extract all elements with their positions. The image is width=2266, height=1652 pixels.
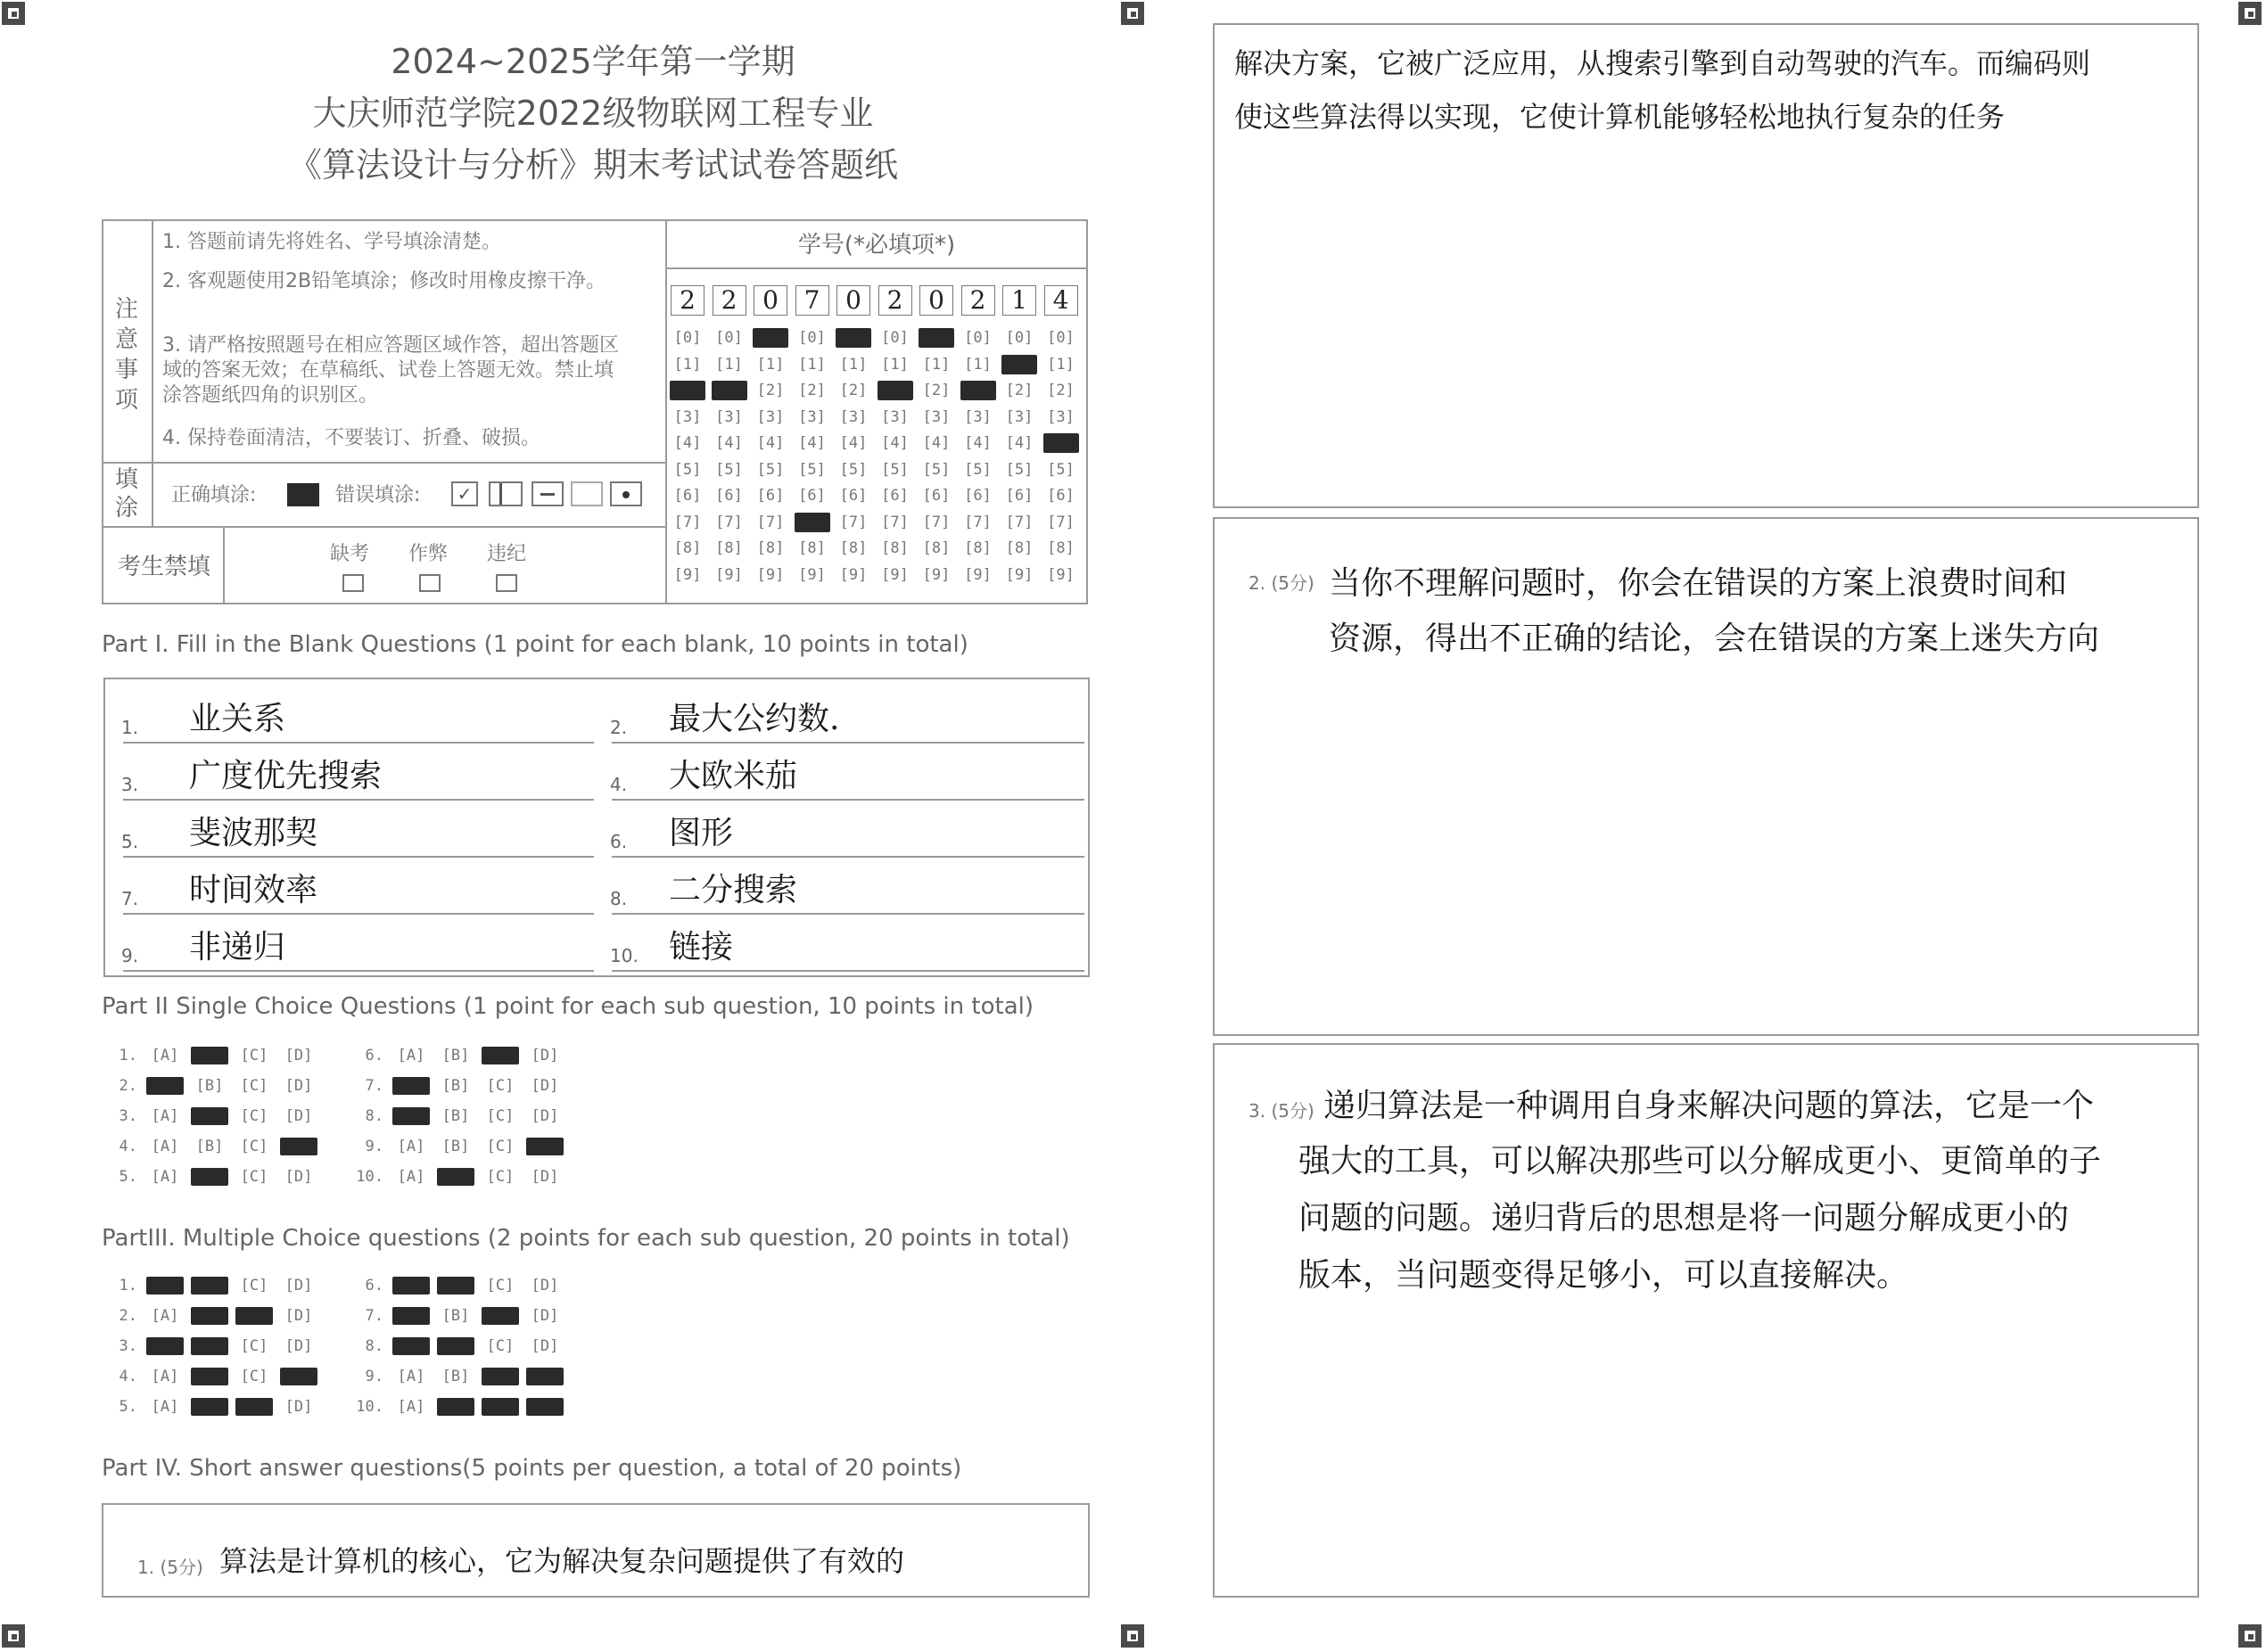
student-id-bubble[interactable]: [7]: [881, 513, 909, 531]
student-id-digit-cell[interactable]: 0: [919, 285, 953, 316]
student-id-bubble[interactable]: [1]: [1047, 355, 1075, 374]
answer-bubble[interactable]: [C]: [486, 1337, 515, 1355]
blank-number: 1.: [121, 717, 139, 738]
answer-bubble[interactable]: [D]: [284, 1398, 313, 1416]
student-id-bubble[interactable]: [8]: [881, 539, 909, 557]
question-number: 5.: [119, 1168, 137, 1186]
student-id-bubble[interactable]: [5]: [756, 460, 785, 479]
ban-checkbox-cheat[interactable]: [419, 574, 441, 592]
answer-bubble[interactable]: [392, 1077, 430, 1095]
blank-number: 7.: [121, 888, 139, 909]
fill-label: 填涂: [114, 466, 138, 522]
question-number: 10.: [356, 1168, 383, 1186]
student-id-bubble[interactable]: [6]: [964, 487, 992, 505]
answer-bubble[interactable]: [146, 1077, 184, 1095]
student-id-bubble[interactable]: [0]: [881, 329, 909, 347]
registration-mark-top-left: [2, 2, 25, 25]
question-number: 6.: [365, 1277, 383, 1294]
fill-wrong-dot-icon: [610, 481, 642, 506]
student-id-bubble[interactable]: [8]: [1005, 539, 1034, 557]
blank-number: 10.: [610, 945, 639, 966]
answer-bubble[interactable]: [392, 1277, 430, 1294]
q3-answer-line-4: 版本，当问题变得足够小，可以直接解决。: [1298, 1257, 1909, 1294]
fill-wrong-check-icon: ✓: [451, 481, 478, 506]
answer-bubble[interactable]: [C]: [486, 1077, 515, 1095]
student-id-bubble[interactable]: [0]: [964, 329, 992, 347]
student-id-bubble[interactable]: [6]: [922, 487, 951, 505]
ban-item-cheat: 作弊: [408, 543, 449, 565]
answer-bubble[interactable]: [437, 1277, 474, 1294]
answer-bubble[interactable]: [C]: [240, 1107, 268, 1125]
student-id-bubble[interactable]: [7]: [1047, 513, 1075, 531]
ban-item-absent: 缺考: [330, 543, 370, 565]
answer-bubble[interactable]: [191, 1047, 228, 1064]
notes-label: 注意事项: [114, 296, 138, 414]
student-id-bubble[interactable]: [4]: [881, 434, 909, 452]
student-id-bubble[interactable]: [9]: [715, 565, 743, 584]
registration-mark-top-right: [2238, 2, 2262, 25]
student-id-bubble[interactable]: [9]: [839, 565, 868, 584]
answer-bubble[interactable]: [B]: [441, 1138, 470, 1155]
blank-answer: 图形: [669, 815, 734, 851]
student-id-digit-cell[interactable]: 4: [1044, 285, 1078, 316]
part2-title: Part II Single Choice Questions (1 point for each sub question, 10 points in total): [102, 993, 1034, 1020]
answer-bubble[interactable]: [482, 1307, 519, 1325]
answer-bubble[interactable]: [B]: [441, 1368, 470, 1385]
answer-bubble[interactable]: [D]: [531, 1307, 559, 1325]
student-id-bubble[interactable]: [9]: [798, 565, 826, 584]
question-number: 8.: [365, 1107, 383, 1125]
blank-line[interactable]: [612, 797, 1084, 801]
fill-correct-label: 正确填涂:: [171, 484, 257, 506]
answer-bubble[interactable]: [A]: [151, 1168, 179, 1186]
student-id-digit-cell[interactable]: 2: [961, 285, 995, 316]
answer-bubble[interactable]: [191, 1107, 228, 1125]
answer-bubble[interactable]: [191, 1337, 228, 1355]
student-id-bubble[interactable]: [5]: [881, 460, 909, 479]
note-item-2: 2. 客观题使用2B铅笔填涂；修改时用橡皮擦干净。: [162, 270, 606, 292]
student-id-bubble[interactable]: [9]: [673, 565, 702, 584]
student-id-bubble[interactable]: [8]: [673, 539, 702, 557]
q2-label: 2. (5分): [1248, 572, 1314, 594]
blank-answer: 非递归: [189, 929, 286, 966]
answer-bubble[interactable]: [A]: [151, 1047, 179, 1064]
note-item-3: 3. 请严格按照题号在相应答题区域作答，超出答题区域的答案无效；在草稿纸、试卷上答题无效。禁止填涂答题纸四角的识别区。: [162, 334, 619, 407]
answer-bubble[interactable]: [191, 1368, 228, 1385]
student-id-bubble[interactable]: [8]: [1047, 539, 1075, 557]
student-id-bubble[interactable]: [1]: [881, 355, 909, 374]
student-id-bubble[interactable]: [7]: [922, 513, 951, 531]
student-id-bubble[interactable]: [4]: [1005, 434, 1034, 452]
answer-bubble[interactable]: [146, 1277, 184, 1294]
question-number: 1.: [119, 1047, 137, 1064]
note-item-4: 4. 保持卷面清洁，不要装订、折叠、破损。: [162, 427, 540, 449]
student-id-bubble[interactable]: [3]: [1005, 407, 1034, 426]
part1-title: Part I. Fill in the Blank Questions (1 point for each blank, 10 points in total): [102, 631, 968, 658]
part3-title: PartIII. Multiple Choice questions (2 points for each sub question, 20 points in total): [102, 1225, 1070, 1252]
q1-answer-line-3: 使这些算法得以实现，它使计算机能够轻松地执行复杂的任务: [1234, 100, 2006, 134]
blank-answer: 二分搜索: [669, 872, 798, 908]
answer-bubble[interactable]: [A]: [151, 1138, 179, 1155]
fill-wrong-label: 错误填涂:: [335, 484, 421, 506]
answer-bubble[interactable]: [B]: [441, 1307, 470, 1325]
registration-mark-bottom-right: [2238, 1624, 2262, 1648]
answer-bubble[interactable]: [B]: [441, 1047, 470, 1064]
student-id-bubble[interactable]: [9]: [922, 565, 951, 584]
q3-label: 3. (5分): [1248, 1100, 1314, 1122]
answer-bubble[interactable]: [B]: [195, 1138, 224, 1155]
q3-answer-line-2: 强大的工具，可以解决那些可以分解成更小、更简单的子: [1298, 1143, 2102, 1179]
student-id-bubble[interactable]: [6]: [715, 487, 743, 505]
answer-bubble[interactable]: [C]: [240, 1168, 268, 1186]
blank-line[interactable]: [123, 740, 594, 744]
blank-answer: 时间效率: [189, 872, 318, 908]
student-id-bubble[interactable]: [5]: [922, 460, 951, 479]
answer-bubble[interactable]: [D]: [284, 1277, 313, 1294]
question-number: 9.: [365, 1368, 383, 1385]
answer-bubble[interactable]: [A]: [397, 1398, 425, 1416]
answer-bubble[interactable]: [526, 1368, 564, 1385]
answer-bubble[interactable]: [526, 1398, 564, 1416]
registration-mark-top-mid: [1121, 2, 1144, 25]
student-id-bubble[interactable]: [9]: [756, 565, 785, 584]
student-id-digit-cell[interactable]: 0: [836, 285, 870, 316]
student-id-digit-cell[interactable]: 1: [1002, 285, 1036, 316]
student-id-bubble[interactable]: [6]: [881, 487, 909, 505]
student-id-bubble[interactable]: [6]: [673, 487, 702, 505]
blank-answer: 业关系: [189, 701, 286, 737]
student-id-bubble[interactable]: [3]: [881, 407, 909, 426]
student-id-bubble[interactable]: [6]: [756, 487, 785, 505]
blank-answer: 大欧米茄: [669, 758, 798, 794]
question-number: 7.: [365, 1077, 383, 1095]
student-id-bubble[interactable]: [795, 513, 830, 532]
student-id-bubble[interactable]: [1]: [839, 355, 868, 374]
answer-bubble[interactable]: [D]: [531, 1047, 559, 1064]
answer-bubble[interactable]: [D]: [284, 1168, 313, 1186]
student-id-bubble[interactable]: [836, 328, 871, 348]
q1-answer-line-2: 解决方案，它被广泛应用，从搜索引擎到自动驾驶的汽车。而编码则: [1234, 46, 2091, 80]
student-id-bubble[interactable]: [1043, 433, 1079, 453]
answer-bubble[interactable]: [D]: [284, 1107, 313, 1125]
student-id-bubble[interactable]: [1]: [715, 355, 743, 374]
student-id-bubble[interactable]: [0]: [715, 329, 743, 347]
question-number: 2.: [119, 1307, 137, 1325]
student-id-bubble[interactable]: [5]: [1047, 460, 1075, 479]
fill-wrong-bar-icon: [489, 481, 523, 506]
answer-bubble[interactable]: [D]: [284, 1047, 313, 1064]
blank-answer: 斐波那契: [189, 815, 318, 851]
student-id-bubble[interactable]: [4]: [964, 434, 992, 452]
student-id-bubble[interactable]: [919, 328, 954, 348]
student-id-bubble[interactable]: [9]: [1047, 565, 1075, 584]
student-id-bubble[interactable]: [9]: [881, 565, 909, 584]
blank-line[interactable]: [123, 911, 594, 915]
student-id-bubble[interactable]: [4]: [673, 434, 702, 452]
answer-bubble[interactable]: [D]: [531, 1168, 559, 1186]
answer-bubble[interactable]: [482, 1368, 519, 1385]
answer-bubble[interactable]: [191, 1307, 228, 1325]
question-number: 5.: [119, 1398, 137, 1416]
answer-bubble[interactable]: [235, 1307, 273, 1325]
answer-bubble[interactable]: [437, 1337, 474, 1355]
blank-line[interactable]: [123, 797, 594, 801]
answer-bubble[interactable]: [D]: [284, 1337, 313, 1355]
student-id-bubble[interactable]: [8]: [964, 539, 992, 557]
blank-number: 5.: [121, 831, 139, 852]
blank-line[interactable]: [612, 854, 1084, 858]
ban-item-violation: 违纪: [487, 543, 527, 565]
blank-number: 4.: [610, 774, 628, 795]
question-number: 9.: [365, 1138, 383, 1155]
q2-answer-line-2: 资源，得出不正确的结论，会在错误的方案上迷失方向: [1329, 621, 2100, 657]
student-id-bubble[interactable]: [2]: [1047, 382, 1075, 399]
student-id-digit-cell[interactable]: 2: [878, 285, 912, 316]
answer-bubble[interactable]: [526, 1138, 564, 1155]
answer-bubble[interactable]: [191, 1168, 228, 1186]
answer-bubble[interactable]: [A]: [397, 1138, 425, 1155]
student-id-bubble[interactable]: [0]: [1005, 329, 1034, 347]
student-id-bubble[interactable]: [2]: [1005, 382, 1034, 399]
answer-bubble[interactable]: [B]: [195, 1077, 224, 1095]
answer-bubble[interactable]: [482, 1047, 519, 1064]
question-number: 3.: [119, 1107, 137, 1125]
blank-answer: 广度优先搜索: [189, 758, 383, 794]
ban-checkbox-absent[interactable]: [342, 574, 364, 592]
student-id-bubble[interactable]: [9]: [964, 565, 992, 584]
answer-bubble[interactable]: [392, 1307, 430, 1325]
student-id-bubble[interactable]: [6]: [1047, 487, 1075, 505]
answer-bubble[interactable]: [191, 1398, 228, 1416]
student-id-bubble[interactable]: [3]: [756, 407, 785, 426]
registration-mark-bottom-mid: [1121, 1624, 1144, 1648]
student-id-bubble[interactable]: [5]: [1005, 460, 1034, 479]
student-id-bubble[interactable]: [5]: [715, 460, 743, 479]
student-id-bubble[interactable]: [8]: [715, 539, 743, 557]
header-line-1: 2024~2025学年第一学期: [391, 42, 795, 81]
student-id-digit-cell[interactable]: 7: [795, 285, 829, 316]
answer-bubble[interactable]: [A]: [151, 1107, 179, 1125]
student-id-bubble[interactable]: [5]: [964, 460, 992, 479]
question-number: 1.: [119, 1277, 137, 1294]
answer-bubble[interactable]: [D]: [284, 1307, 313, 1325]
student-id-bubble[interactable]: [3]: [798, 407, 826, 426]
answer-bubble[interactable]: [146, 1337, 184, 1355]
student-id-digit-cell[interactable]: 0: [754, 285, 787, 316]
student-id-bubble[interactable]: [2]: [922, 382, 951, 399]
student-id-bubble[interactable]: [6]: [1005, 487, 1034, 505]
answer-bubble[interactable]: [C]: [240, 1138, 268, 1155]
answer-bubble[interactable]: [D]: [531, 1077, 559, 1095]
student-id-bubble[interactable]: [8]: [922, 539, 951, 557]
student-id-bubble[interactable]: [3]: [1047, 407, 1075, 426]
answer-bubble[interactable]: [191, 1277, 228, 1294]
student-id-bubble[interactable]: [2]: [798, 382, 826, 399]
student-id-bubble[interactable]: [8]: [839, 539, 868, 557]
blank-number: 3.: [121, 774, 139, 795]
student-id-bubble[interactable]: [7]: [1005, 513, 1034, 531]
student-id-bubble[interactable]: [670, 381, 705, 400]
blank-line[interactable]: [612, 968, 1084, 972]
question-number: 6.: [365, 1047, 383, 1064]
header-line-2: 大庆师范学院2022级物联网工程专业: [312, 94, 874, 133]
blank-line[interactable]: [612, 911, 1084, 915]
student-id-bubble[interactable]: [5]: [839, 460, 868, 479]
student-id-bubble[interactable]: [4]: [922, 434, 951, 452]
student-id-bubble[interactable]: [7]: [839, 513, 868, 531]
fill-wrong-slash-icon: [571, 481, 603, 506]
student-id-bubble[interactable]: [5]: [798, 460, 826, 479]
student-id-bubble[interactable]: [4]: [839, 434, 868, 452]
blank-line[interactable]: [123, 968, 594, 972]
student-id-bubble[interactable]: [4]: [798, 434, 826, 452]
ban-checkbox-violation[interactable]: [496, 574, 517, 592]
student-id-bubble[interactable]: [3]: [673, 407, 702, 426]
q3-answer-line-1: 递归算法是一种调用自身来解决问题的算法，它是一个: [1323, 1088, 2095, 1124]
answer-bubble[interactable]: [D]: [284, 1077, 313, 1095]
note-item-1: 1. 答题前请先将姓名、学号填涂清楚。: [162, 231, 501, 253]
header-line-3: 《算法设计与分析》期末考试试卷答题纸: [287, 145, 898, 185]
answer-bubble[interactable]: [C]: [486, 1138, 515, 1155]
part4-title: Part IV. Short answer questions(5 points per question, a total of 20 points): [102, 1455, 962, 1482]
q1-label: 1. (5分): [137, 1557, 203, 1578]
student-id-bubble[interactable]: [4]: [756, 434, 785, 452]
answer-bubble[interactable]: [A]: [151, 1398, 179, 1416]
student-id-bubble[interactable]: [6]: [839, 487, 868, 505]
answer-bubble[interactable]: [C]: [240, 1337, 268, 1355]
answer-bubble[interactable]: [280, 1138, 317, 1155]
answer-bubble[interactable]: [C]: [486, 1277, 515, 1294]
answer-bubble[interactable]: [D]: [531, 1107, 559, 1125]
answer-bubble[interactable]: [C]: [240, 1368, 268, 1385]
q3-answer-line-3: 问题的问题。递归背后的思想是将一问题分解成更小的: [1298, 1200, 2070, 1237]
answer-bubble[interactable]: [D]: [531, 1277, 559, 1294]
answer-bubble[interactable]: [C]: [240, 1077, 268, 1095]
question-number: 3.: [119, 1337, 137, 1355]
answer-bubble[interactable]: [392, 1337, 430, 1355]
answer-bubble[interactable]: [235, 1398, 273, 1416]
answer-bubble[interactable]: [392, 1107, 430, 1125]
blank-number: 9.: [121, 945, 139, 966]
answer-bubble[interactable]: [C]: [240, 1047, 268, 1064]
student-id-bubble[interactable]: [8]: [798, 539, 826, 557]
answer-bubble[interactable]: [D]: [531, 1337, 559, 1355]
answer-bubble[interactable]: [280, 1368, 317, 1385]
blank-number: 2.: [610, 717, 628, 738]
fill-wrong-dash-icon: [531, 481, 564, 506]
q1-answer-line-1: 算法是计算机的核心，它为解决复杂问题提供了有效的: [219, 1544, 905, 1578]
student-id-bubble[interactable]: [7]: [964, 513, 992, 531]
student-id-bubble[interactable]: [5]: [673, 460, 702, 479]
student-id-bubble[interactable]: [6]: [798, 487, 826, 505]
student-id-bubble[interactable]: [1]: [673, 355, 702, 374]
answer-bubble[interactable]: [B]: [441, 1077, 470, 1095]
blank-line[interactable]: [612, 740, 1084, 744]
student-id-bubble[interactable]: [3]: [964, 407, 992, 426]
answer-bubble[interactable]: [A]: [397, 1168, 425, 1186]
blank-number: 6.: [610, 831, 628, 852]
ban-label: 考生禁填: [117, 554, 210, 580]
student-id-bubble[interactable]: [4]: [715, 434, 743, 452]
student-id-bubble[interactable]: [0]: [1047, 329, 1075, 347]
student-id-bubble[interactable]: [3]: [715, 407, 743, 426]
fill-correct-example: [287, 483, 319, 506]
student-id-bubble[interactable]: [7]: [673, 513, 702, 531]
answer-bubble[interactable]: [C]: [486, 1107, 515, 1125]
answer-bubble[interactable]: [A]: [151, 1368, 179, 1385]
question-number: 10.: [356, 1398, 383, 1416]
student-id-bubble[interactable]: [1001, 355, 1037, 374]
answer-bubble[interactable]: [B]: [441, 1107, 470, 1125]
student-id-label: 学号(*必填项*): [797, 232, 956, 259]
student-id-digit-cell[interactable]: 2: [713, 285, 746, 316]
answer-bubble[interactable]: [A]: [151, 1307, 179, 1325]
student-id-bubble[interactable]: [3]: [839, 407, 868, 426]
student-id-bubble[interactable]: [753, 328, 788, 348]
answer-bubble[interactable]: [C]: [486, 1168, 515, 1186]
student-id-bubble[interactable]: [8]: [756, 539, 785, 557]
student-id-bubble[interactable]: [878, 381, 913, 400]
answer-bubble[interactable]: [437, 1398, 474, 1416]
student-id-bubble[interactable]: [1]: [798, 355, 826, 374]
student-id-digit-cell[interactable]: 2: [671, 285, 705, 316]
answer-bubble[interactable]: [A]: [397, 1368, 425, 1385]
student-id-bubble[interactable]: [712, 381, 747, 400]
question-number: 7.: [365, 1307, 383, 1325]
blank-answer: 链接: [669, 929, 734, 966]
student-id-bubble[interactable]: [7]: [715, 513, 743, 531]
student-id-bubble[interactable]: [1]: [964, 355, 992, 374]
answer-bubble[interactable]: [482, 1398, 519, 1416]
student-id-bubble[interactable]: [0]: [673, 329, 702, 347]
answer-bubble[interactable]: [A]: [397, 1047, 425, 1064]
student-id-bubble[interactable]: [7]: [756, 513, 785, 531]
student-id-bubble[interactable]: [1]: [756, 355, 785, 374]
question-number: 2.: [119, 1077, 137, 1095]
student-id-bubble[interactable]: [3]: [922, 407, 951, 426]
student-id-bubble[interactable]: [0]: [798, 329, 826, 347]
answer-bubble[interactable]: [C]: [240, 1277, 268, 1294]
student-id-bubble[interactable]: [2]: [756, 382, 785, 399]
question-number: 8.: [365, 1337, 383, 1355]
student-id-bubble[interactable]: [2]: [839, 382, 868, 399]
student-id-bubble[interactable]: [9]: [1005, 565, 1034, 584]
student-id-bubble[interactable]: [960, 381, 996, 400]
question-number: 4.: [119, 1368, 137, 1385]
blank-answer: 最大公约数.: [669, 701, 840, 737]
question-number: 4.: [119, 1138, 137, 1155]
blank-line[interactable]: [123, 854, 594, 858]
answer-bubble[interactable]: [437, 1168, 474, 1186]
student-id-bubble[interactable]: [1]: [922, 355, 951, 374]
registration-mark-bottom-left: [2, 1624, 25, 1648]
q2-answer-line-1: 当你不理解问题时，你会在错误的方案上浪费时间和: [1329, 565, 2068, 602]
blank-number: 8.: [610, 888, 628, 909]
